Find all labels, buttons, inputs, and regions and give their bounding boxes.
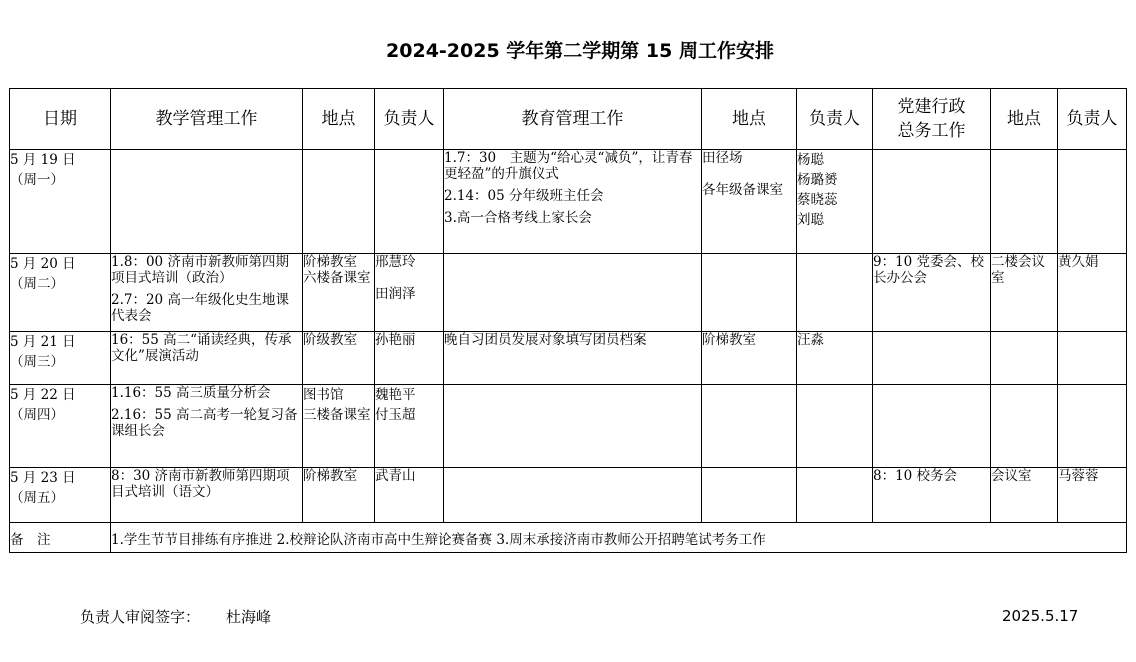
- teaching-cell: [111, 332, 303, 385]
- admin-owner-cell: [1058, 150, 1127, 254]
- teaching-cell: [111, 385, 303, 468]
- place-item: 田径场: [702, 150, 743, 166]
- col-header-admin-line1: 党建行政: [897, 97, 966, 117]
- owner-item: 孙艳丽: [375, 332, 416, 348]
- teaching-cell: [111, 150, 303, 254]
- owner-item: 邢慧玲: [375, 254, 416, 270]
- date-text: 5 月 20 日: [10, 256, 76, 272]
- place-item: 各年级备课室: [702, 182, 783, 198]
- place-item: 三楼备课室: [303, 407, 371, 423]
- table-row: [10, 468, 1127, 523]
- education-place-cell: [702, 468, 797, 523]
- admin-place-cell: 会议室: [991, 468, 1058, 523]
- footer-date: 2025.5.17: [1002, 607, 1079, 625]
- teaching-cell: [111, 468, 303, 523]
- admin-cell: [873, 150, 991, 254]
- owner-item: 魏艳平: [375, 387, 416, 403]
- col-header-education-place: 地点: [702, 89, 797, 150]
- col-header-admin-owner: 负责人: [1058, 89, 1127, 150]
- teaching-item: 1.8：00 济南市新教师第四期项目式培训（政治）: [111, 254, 289, 286]
- notes-label: 备 注: [10, 523, 111, 553]
- admin-cell: [873, 385, 991, 468]
- education-cell: [444, 468, 702, 523]
- place-item: 图书馆: [303, 387, 344, 403]
- signature-label: 负责人审阅签字：: [80, 608, 201, 626]
- education-item: 1.7：30 主题为“给心灵“减负”，让青春更轻盈”的升旗仪式: [444, 150, 693, 182]
- notes-row: [10, 523, 1127, 553]
- teaching-place-cell: [303, 332, 375, 385]
- table-header-row: [10, 89, 1127, 150]
- col-header-admin-line2: 总务工作: [897, 121, 966, 141]
- education-owner-cell: [797, 468, 873, 523]
- date-text: 5 月 23 日: [10, 470, 76, 486]
- col-header-date: 日期: [10, 89, 111, 150]
- table-row: [10, 332, 1127, 385]
- col-header-teaching-place: 地点: [303, 89, 375, 150]
- admin-place-cell: [991, 150, 1058, 254]
- education-cell: [444, 385, 702, 468]
- place-item: 阶梯教室: [702, 332, 756, 348]
- education-place-cell: [702, 332, 797, 385]
- education-owner-cell: [797, 332, 873, 385]
- place-item: 阶梯教室: [303, 254, 357, 270]
- teaching-item: 2.7：20 高一年级化史生地课代表会: [111, 292, 289, 324]
- col-header-teaching: 教学管理工作: [111, 89, 303, 150]
- teaching-place-cell: [303, 468, 375, 523]
- signature-name: 杜海峰: [226, 608, 272, 626]
- weekday-text: （周三）: [10, 354, 64, 370]
- teaching-owner-cell: [375, 150, 444, 254]
- teaching-owner-cell: [375, 468, 444, 523]
- teaching-owner-cell: [375, 332, 444, 385]
- owner-item: 杨聪: [797, 152, 824, 168]
- weekday-text: （周四）: [10, 407, 64, 423]
- admin-owner-cell: 黄久娟: [1058, 254, 1127, 332]
- place-item: 阶梯教室: [303, 468, 357, 484]
- weekday-text: （周二）: [10, 276, 64, 292]
- date-cell: [10, 468, 111, 523]
- col-header-admin-place: 地点: [991, 89, 1058, 150]
- admin-cell: [873, 332, 991, 385]
- date-text: 5 月 22 日: [10, 387, 76, 403]
- owner-item: 武青山: [375, 468, 416, 484]
- owner-item: 刘聪: [797, 212, 824, 228]
- admin-place-cell: 二楼会议室: [991, 254, 1058, 332]
- col-header-admin: [873, 89, 991, 150]
- education-cell: [444, 332, 702, 385]
- date-cell: [10, 332, 111, 385]
- weekday-text: （周一）: [10, 172, 64, 188]
- education-place-cell: [702, 385, 797, 468]
- education-owner-cell: [797, 385, 873, 468]
- education-cell: [444, 254, 702, 332]
- signature-line: [80, 606, 271, 627]
- col-header-education: 教育管理工作: [444, 89, 702, 150]
- date-cell: [10, 254, 111, 332]
- admin-cell: 9：10 党委会、校长办公会: [873, 254, 991, 332]
- teaching-owner-cell: [375, 254, 444, 332]
- table-row: [10, 254, 1127, 332]
- education-cell: [444, 150, 702, 254]
- teaching-place-cell: [303, 254, 375, 332]
- admin-owner-cell: 马蓉蓉: [1058, 468, 1127, 523]
- admin-owner-cell: [1058, 385, 1127, 468]
- page-title: 2024-2025 学年第二学期第 15 周工作安排: [386, 40, 774, 62]
- col-header-teaching-owner: 负责人: [375, 89, 444, 150]
- teaching-item: 2.16：55 高二高考一轮复习备课组长会: [111, 407, 298, 439]
- admin-place-cell: [991, 332, 1058, 385]
- admin-place-cell: [991, 385, 1058, 468]
- admin-cell: 8：10 校务会: [873, 468, 991, 523]
- notes-text: 1.学生节节目排练有序推进 2.校辩论队济南市高中生辩论赛备赛 3.周末承接济南市教师公开招聘笔试考务工作: [111, 523, 1127, 553]
- teaching-item: 8：30 济南市新教师第四期项目式培训（语文）: [111, 468, 290, 500]
- education-item: 晚自习团员发展对象填写团员档案: [444, 332, 647, 348]
- teaching-place-cell: [303, 385, 375, 468]
- teaching-place-cell: [303, 150, 375, 254]
- date-text: 5 月 19 日: [10, 152, 76, 168]
- schedule-table: [9, 88, 1127, 553]
- teaching-item: 16：55 高二“诵读经典，传承文化”展演活动: [111, 332, 292, 364]
- owner-item: 付玉超: [375, 407, 416, 423]
- teaching-item: 1.16：55 高三质量分析会: [111, 385, 271, 401]
- teaching-cell: [111, 254, 303, 332]
- owner-item: 田润泽: [375, 286, 416, 302]
- education-item: 2.14：05 分年级班主任会: [444, 188, 604, 204]
- education-place-cell: [702, 254, 797, 332]
- owner-item: 蔡晓蕊: [797, 192, 838, 208]
- education-place-cell: [702, 150, 797, 254]
- table-row: [10, 150, 1127, 254]
- date-cell: [10, 150, 111, 254]
- owner-item: 汪淼: [797, 332, 824, 348]
- education-owner-cell: [797, 254, 873, 332]
- education-owner-cell: [797, 150, 873, 254]
- col-header-education-owner: 负责人: [797, 89, 873, 150]
- date-text: 5 月 21 日: [10, 334, 76, 350]
- education-item: 3.高一合格考线上家长会: [444, 210, 592, 226]
- weekday-text: （周五）: [10, 490, 64, 506]
- date-cell: [10, 385, 111, 468]
- place-item: 六楼备课室: [303, 270, 371, 286]
- admin-owner-cell: [1058, 332, 1127, 385]
- place-item: 阶级教室: [303, 332, 357, 348]
- owner-item: 杨璐赟: [797, 172, 838, 188]
- teaching-owner-cell: [375, 385, 444, 468]
- table-row: [10, 385, 1127, 468]
